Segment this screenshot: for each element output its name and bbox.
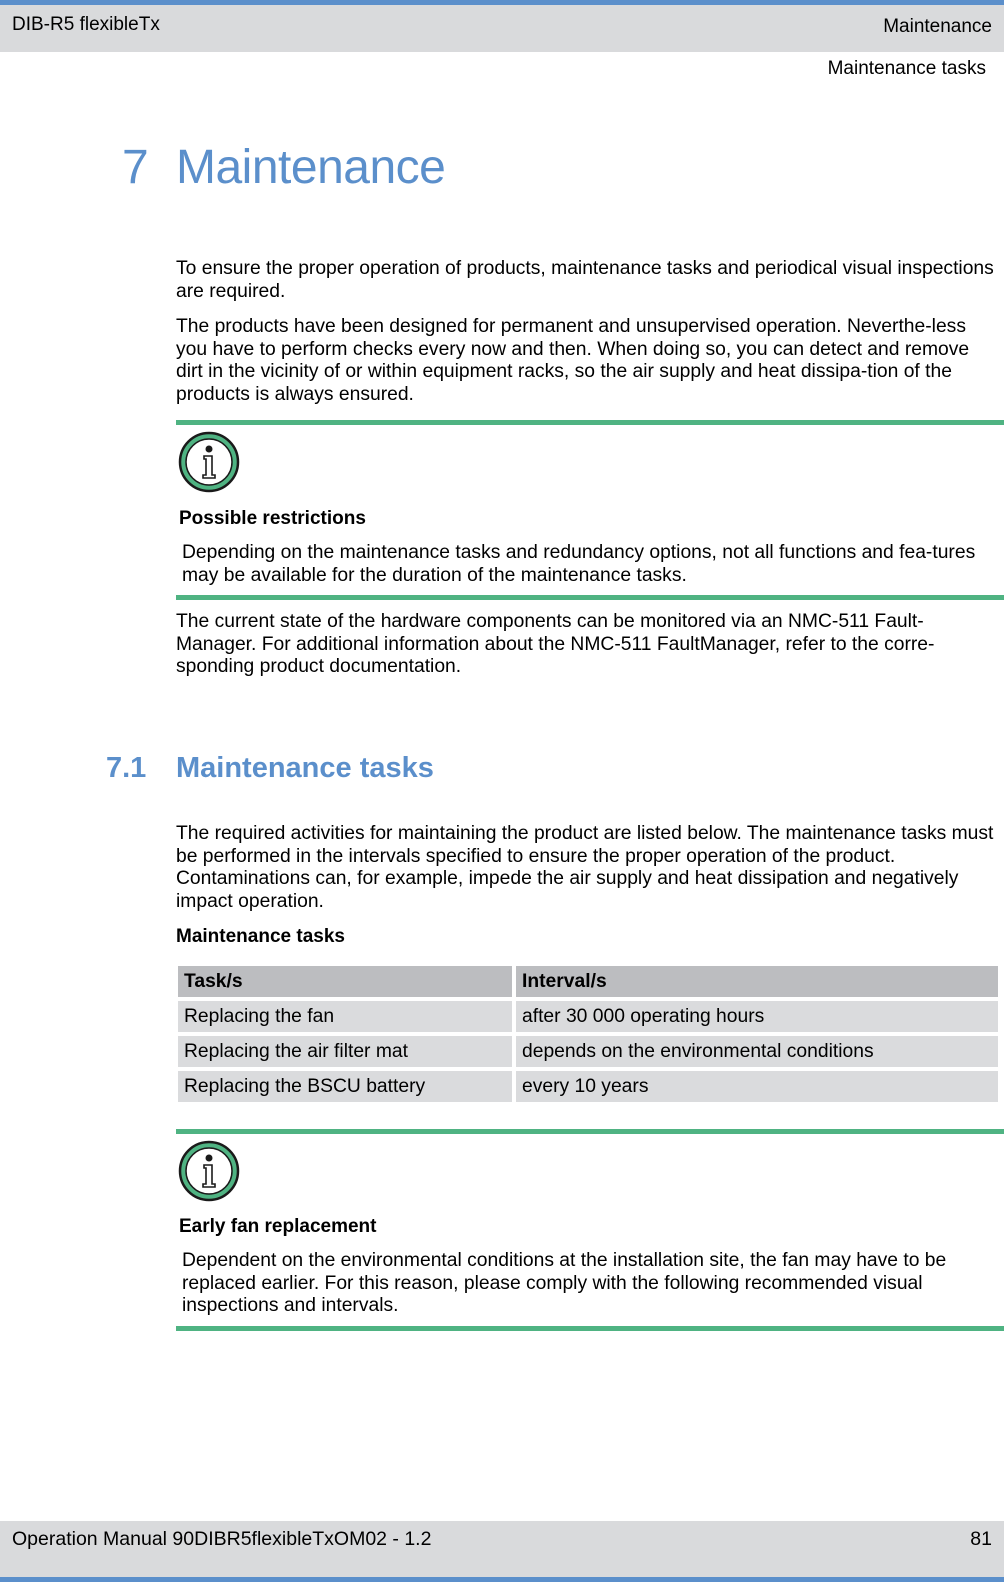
page-number: 81	[970, 1528, 992, 1550]
table-row	[178, 1036, 998, 1067]
table-header-task: Task/s	[178, 966, 512, 997]
section-number: 7.1	[106, 752, 147, 784]
table-cell-interval: every 10 years	[516, 1071, 998, 1102]
table-cell-interval: after 30 000 operating hours	[516, 1001, 998, 1032]
maintenance-tasks-table	[174, 962, 1002, 1106]
notice-title-early-fan-replacement: Early fan replacement	[179, 1216, 377, 1237]
footer-document-id: Operation Manual 90DIBR5flexibleTxOM02 - 1.2	[12, 1528, 432, 1550]
intro-paragraph-2: The products have been designed for permanent and unsupervised operation. Neverthe-less you have to perform checks every now and then. When doing so, you can detect and remove dirt in the vicinity of or within equipment racks, so the air supply and heat dissipa-tion of the products is always ensured.	[176, 316, 970, 405]
table-row	[178, 1001, 998, 1032]
chapter-number: 7	[122, 141, 149, 194]
table-cell-interval: depends on the environmental conditions	[516, 1036, 998, 1067]
notice-title-possible-restrictions: Possible restrictions	[179, 508, 366, 529]
section-title: Maintenance tasks	[176, 752, 434, 784]
header-chapter: Maintenance	[883, 16, 992, 37]
info-icon	[178, 431, 240, 493]
table-header-interval: Interval/s	[516, 966, 998, 997]
table-row	[178, 1071, 998, 1102]
section-paragraph: The required activities for maintaining the product are listed below. The maintenance tasks must be performed in the intervals specified to ensure the proper operation of the product. Contaminations can, for example, impede the air supply and heat dissipation and negatively impact operation.	[176, 823, 994, 912]
header-section: Maintenance tasks	[827, 58, 986, 79]
table-cell-task: Replacing the BSCU battery	[178, 1071, 512, 1102]
table-cell-task: Replacing the fan	[178, 1001, 512, 1032]
notice-text-early-fan-replacement: Dependent on the environmental conditions at the installation site, the fan may have to be replaced earlier. For this reason, please comply with the following recommended visual inspections and intervals.	[182, 1250, 947, 1317]
fault-manager-paragraph: The current state of the hardware components can be monitored via an NMC-511 Fault-Manager. For additional information about the NMC-511 FaultManager, refer to the corre-sponding product documentation.	[176, 611, 935, 678]
notice-bottom-rule	[176, 595, 1004, 600]
chapter-title: Maintenance	[176, 141, 446, 194]
notice-top-rule	[176, 1129, 1004, 1134]
notice-bottom-rule	[176, 1326, 1004, 1331]
table-header-row	[178, 966, 998, 997]
notice-text-possible-restrictions: Depending on the maintenance tasks and redundancy options, not all functions and fea-tures may be available for the duration of the maintenance tasks.	[182, 542, 976, 586]
notice-top-rule	[176, 420, 1004, 425]
info-icon	[178, 1140, 240, 1202]
table-caption: Maintenance tasks	[176, 926, 345, 947]
header-product: DIB-R5 flexibleTx	[12, 14, 160, 35]
intro-paragraph-1: To ensure the proper operation of products, maintenance tasks and periodical visual inspections are required.	[176, 258, 994, 302]
table-cell-task: Replacing the air filter mat	[178, 1036, 512, 1067]
